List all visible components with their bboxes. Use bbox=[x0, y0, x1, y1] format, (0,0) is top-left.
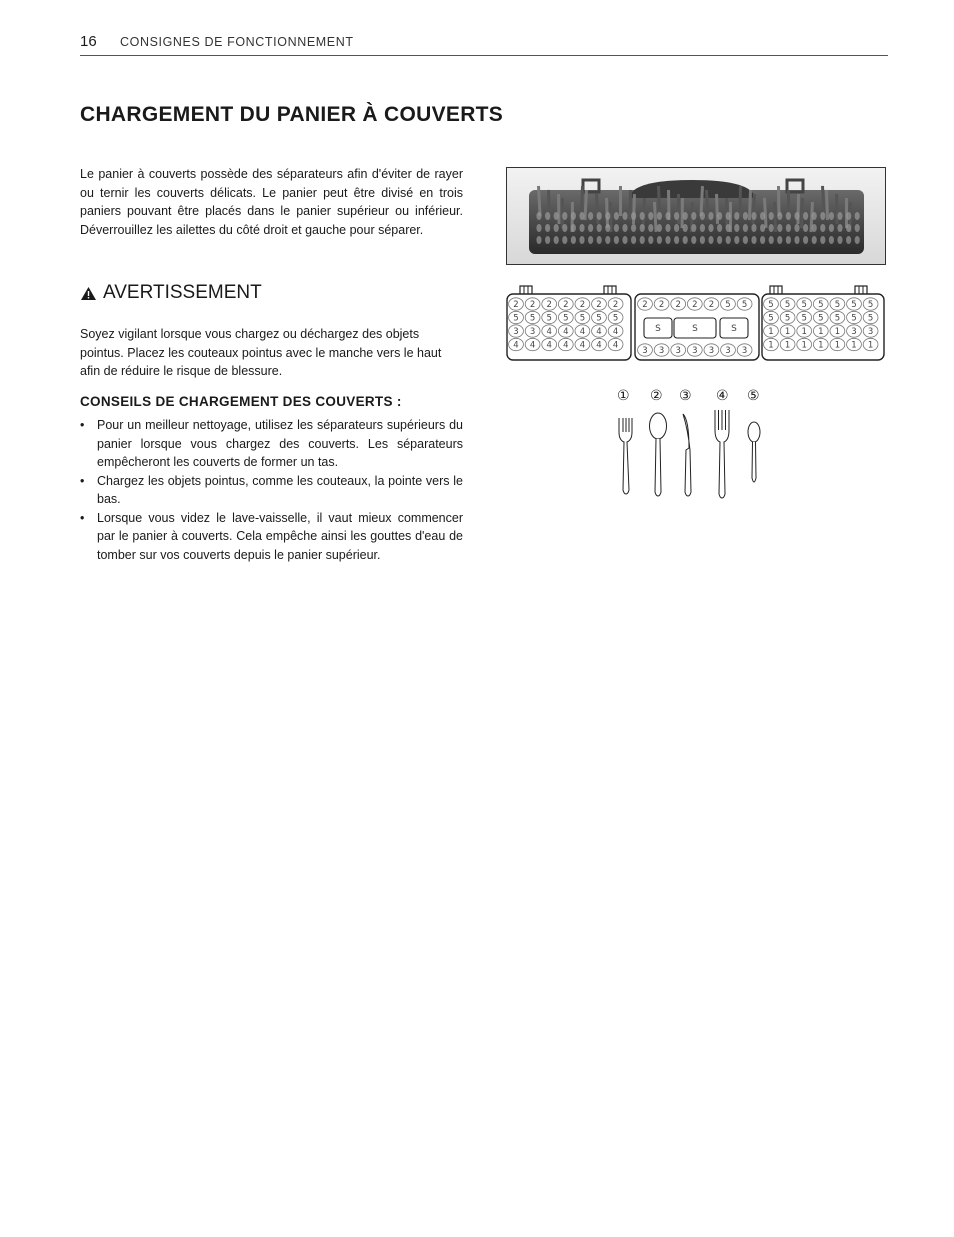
warning-paragraph: Soyez vigilant lorsque vous chargez ou déchargez des objets pointus. Placez les couteaux pointus avec le manche vers le haut afin de réduire le risque de blessure. bbox=[80, 327, 442, 378]
basket-slot-label: 2 bbox=[529, 300, 536, 310]
basket-slot-label: 3 bbox=[642, 346, 648, 356]
basket-slot-label: 2 bbox=[513, 300, 519, 310]
warning-heading bbox=[80, 282, 262, 304]
basket-slot-label: 2 bbox=[563, 300, 569, 310]
basket-slot-label: 2 bbox=[692, 300, 698, 310]
basket-slot-label: 3 bbox=[513, 327, 519, 337]
basket-slot-label: 1 bbox=[834, 340, 841, 351]
basket-slot-label: 3 bbox=[529, 327, 536, 337]
basket-slot-label: 1 bbox=[768, 327, 774, 337]
basket-slot-label: 2 bbox=[658, 300, 665, 310]
knife-slot-label: S bbox=[731, 324, 737, 334]
basket-slot-label: 5 bbox=[563, 313, 569, 324]
basket-slot-label: 4 bbox=[596, 340, 602, 351]
basket-slot-label: 5 bbox=[741, 300, 748, 310]
basket-slot-label: 4 bbox=[529, 340, 536, 351]
basket-slot-label: 5 bbox=[818, 300, 824, 310]
basket-slot-label: 1 bbox=[801, 340, 807, 351]
dinner-fork-icon bbox=[715, 410, 729, 498]
basket-slot-label: 1 bbox=[801, 327, 807, 337]
basket-slot-label: 1 bbox=[818, 327, 824, 337]
cutlery-basket-photo bbox=[506, 167, 886, 265]
basket-slot-label: 4 bbox=[612, 327, 619, 337]
basket-slot-label: 5 bbox=[834, 300, 841, 310]
basket-slot-label: 5 bbox=[867, 313, 874, 324]
basket-slot-label: 5 bbox=[818, 313, 824, 324]
utensil-number: ② bbox=[650, 388, 663, 404]
basket-slot-label: 5 bbox=[612, 313, 619, 324]
basket-slot-label: 5 bbox=[867, 300, 874, 310]
basket-slot-label: 1 bbox=[768, 340, 774, 351]
basket-slot-label: 3 bbox=[692, 346, 698, 356]
basket-slot-label: 5 bbox=[834, 313, 841, 324]
basket-slot-label: 3 bbox=[658, 346, 665, 356]
page-number: 16 bbox=[80, 33, 97, 50]
list-item: • Pour un meilleur nettoyage, utilisez les séparateurs supérieurs du panier lorsque vous chargez des couverts. Les séparateurs empêcheront les couverts de former un tas. bbox=[80, 416, 463, 472]
basket-slot-label: 5 bbox=[546, 313, 552, 324]
basket-slot-label: 5 bbox=[801, 313, 807, 324]
list-item: • Lorsque vous videz le lave-vaisselle, il vaut mieux commencer par le panier à couverts. Cela empêche ainsi les gouttes d'eau de tomber sur vos couverts depuis le panier supérieur. bbox=[80, 509, 463, 565]
basket-slot-label: 5 bbox=[529, 313, 536, 324]
warning-triangle-icon bbox=[80, 286, 97, 301]
basket-slot-label: 5 bbox=[768, 300, 774, 310]
basket-slot-label: 2 bbox=[596, 300, 602, 310]
page-title: CHARGEMENT DU PANIER À COUVERTS bbox=[80, 103, 504, 126]
basket-slot-label: 5 bbox=[596, 313, 602, 324]
basket-slot-label: 5 bbox=[513, 313, 519, 324]
basket-slot-label: 5 bbox=[725, 300, 731, 310]
basket-slot-label: 2 bbox=[642, 300, 648, 310]
utensil-number: ③ bbox=[679, 388, 692, 404]
basket-slot-label: 1 bbox=[784, 340, 791, 351]
warning-heading-label: AVERTISSEMENT bbox=[103, 282, 262, 303]
knife-slot-label: S bbox=[655, 324, 661, 334]
basket-layout-diagram bbox=[506, 284, 886, 369]
basket-slot-label: 3 bbox=[741, 346, 748, 356]
utensil-number: ⑤ bbox=[747, 388, 760, 404]
knife-slot-label: S bbox=[692, 324, 698, 334]
basket-slot-label: 5 bbox=[768, 313, 774, 324]
basket-slot-label: 4 bbox=[612, 340, 619, 351]
basket-slot-label: 4 bbox=[546, 327, 552, 337]
knife-icon bbox=[683, 414, 691, 496]
tips-heading: CONSEILS DE CHARGEMENT DES COUVERTS : bbox=[80, 394, 402, 409]
basket-slot-label: 4 bbox=[579, 340, 586, 351]
basket-slot-label: 4 bbox=[563, 327, 569, 337]
basket-slot-label: 5 bbox=[801, 300, 807, 310]
basket-slot-label: 5 bbox=[851, 313, 857, 324]
basket-slot-label: 5 bbox=[579, 313, 586, 324]
basket-slot-label: 1 bbox=[784, 327, 791, 337]
basket-slot-label: 4 bbox=[563, 340, 569, 351]
utensil-number: ④ bbox=[716, 388, 729, 404]
basket-slot-label: 1 bbox=[851, 340, 857, 351]
salad-fork-icon bbox=[619, 418, 632, 494]
section-title: CONSIGNES DE FONCTIONNEMENT bbox=[120, 35, 354, 49]
tablespoon-icon bbox=[650, 413, 667, 496]
basket-slot-label: 1 bbox=[818, 340, 824, 351]
basket-slot-label: 2 bbox=[708, 300, 715, 310]
basket-slot-label: 4 bbox=[513, 340, 519, 351]
basket-slot-label: 2 bbox=[546, 300, 552, 310]
basket-slot-label: 3 bbox=[675, 346, 681, 356]
basket-slot-label: 2 bbox=[612, 300, 619, 310]
basket-slot-label: 2 bbox=[579, 300, 586, 310]
basket-slot-label: 5 bbox=[851, 300, 857, 310]
utensil-number: ① bbox=[617, 388, 630, 404]
basket-slot-label: 5 bbox=[784, 300, 791, 310]
intro-paragraph: Le panier à couverts possède des séparateurs afin d'éviter de rayer ou ternir les couverts délicats. Le panier peut être divisé en trois paniers pouvant être placés dans le panier supérieur ou inférieur. Déverrouillez les ailettes du côté droit et gauche pour séparer. bbox=[80, 167, 463, 237]
list-item: • Chargez les objets pointus, comme les couteaux, la pointe vers le bas. bbox=[80, 472, 463, 509]
teaspoon-icon bbox=[748, 422, 760, 482]
tips-list bbox=[80, 416, 463, 564]
basket-slot-label: 3 bbox=[725, 346, 731, 356]
basket-slot-label: 4 bbox=[546, 340, 552, 351]
basket-slot-label: 2 bbox=[675, 300, 681, 310]
basket-slot-label: 1 bbox=[834, 327, 841, 337]
basket-slot-label: 5 bbox=[784, 313, 791, 324]
basket-slot-label: 3 bbox=[851, 327, 857, 337]
basket-slot-label: 4 bbox=[596, 327, 602, 337]
basket-slot-label: 1 bbox=[867, 340, 874, 351]
basket-slot-label: 3 bbox=[867, 327, 874, 337]
basket-slot-label: 4 bbox=[579, 327, 586, 337]
basket-slot-label: 3 bbox=[708, 346, 715, 356]
page-header bbox=[80, 33, 888, 56]
